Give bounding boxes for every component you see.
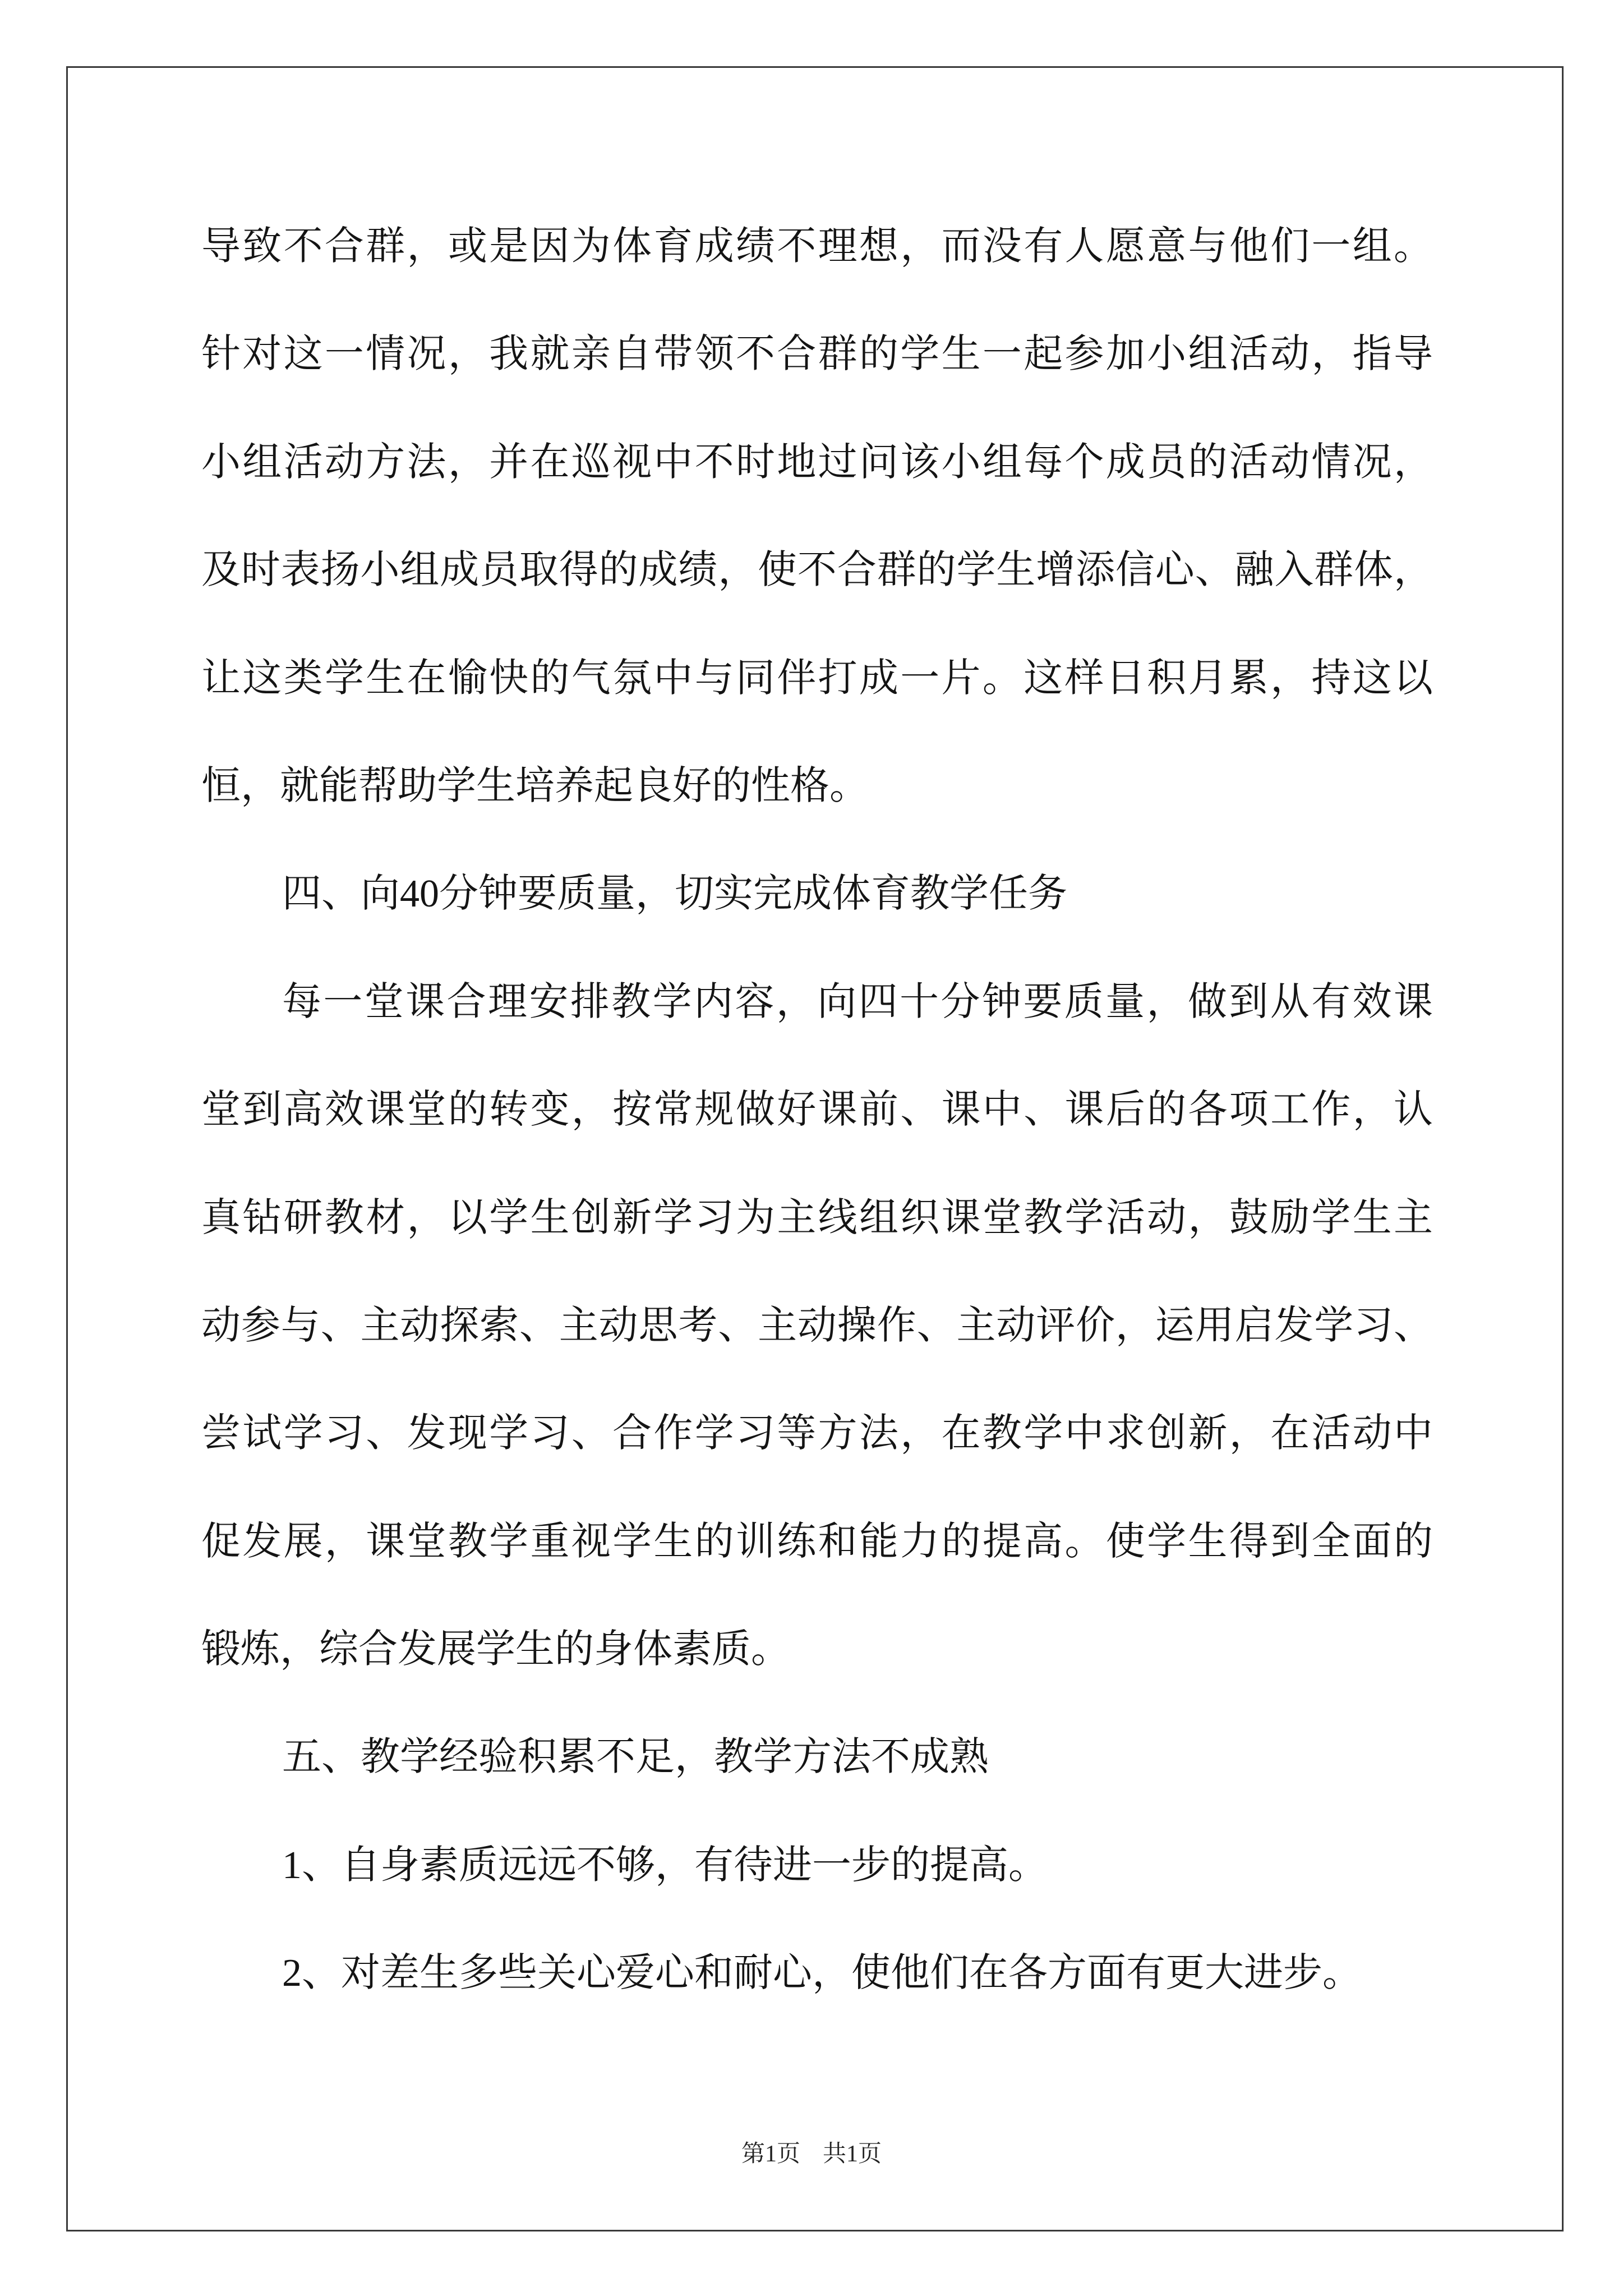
text-line: 及时表扬小组成员取得的成绩，使不合群的学生增添信心、融入群体， bbox=[201, 549, 1433, 592]
text-line: 1、自身素质远远不够，有待进一步的提高。 bbox=[282, 1843, 1048, 1887]
total-pages-label: 共1页 bbox=[823, 2141, 882, 2167]
section-heading-4 bbox=[201, 840, 1433, 948]
text-line: 让这类学生在愉快的气氛中与同伴打成一片。这样日积月累，持这以 bbox=[201, 656, 1433, 700]
text-line: 每一堂课合理安排教学内容，向四十分钟要质量，做到从有效课 bbox=[282, 980, 1433, 1024]
text-line: 2、对差生多些关心爱心和耐心，使他们在各方面有更大进步。 bbox=[282, 1952, 1362, 1995]
text-line: 导致不合群，或是因为体育成绩不理想，而没有人愿意与他们一组。 bbox=[201, 225, 1433, 268]
text-line: 尝试学习、发现学习、合作学习等方法，在教学中求创新，在活动中 bbox=[201, 1412, 1433, 1456]
text-line: 动参与、主动探索、主动思考、主动操作、主动评价，运用启发学习、 bbox=[201, 1304, 1433, 1347]
text-line: 锻炼，综合发展学生的身体素质。 bbox=[201, 1628, 790, 1672]
paragraph-body bbox=[201, 949, 1433, 1704]
text-line: 促发展，课堂教学重视学生的训练和能力的提高。使学生得到全面的 bbox=[201, 1520, 1433, 1563]
page-footer bbox=[0, 2136, 1623, 2172]
list-item-1 bbox=[201, 1812, 1433, 1920]
section-heading-5 bbox=[201, 1704, 1433, 1811]
text-line: 针对这一情况，我就亲自带领不合群的学生一起参加小组活动，指导 bbox=[201, 333, 1433, 376]
heading-line: 四、向40分钟要质量，切实完成体育教学任务 bbox=[282, 872, 1067, 916]
text-line: 小组活动方法，并在巡视中不时地过问该小组每个成员的活动情况， bbox=[201, 440, 1433, 484]
current-page-label: 第1页 bbox=[741, 2141, 800, 2167]
list-item-2 bbox=[201, 1920, 1433, 2027]
document-body bbox=[201, 193, 1433, 2028]
heading-line: 五、教学经验积累不足，教学方法不成熟 bbox=[282, 1736, 989, 1779]
text-line: 堂到高效课堂的转变，按常规做好课前、课中、课后的各项工作，认 bbox=[201, 1088, 1433, 1132]
paragraph-continuation bbox=[201, 193, 1433, 840]
text-line: 真钻研教材，以学生创新学习为主线组织课堂教学活动，鼓励学生主 bbox=[201, 1196, 1433, 1240]
text-line: 恒，就能帮助学生培养起良好的性格。 bbox=[201, 764, 869, 808]
